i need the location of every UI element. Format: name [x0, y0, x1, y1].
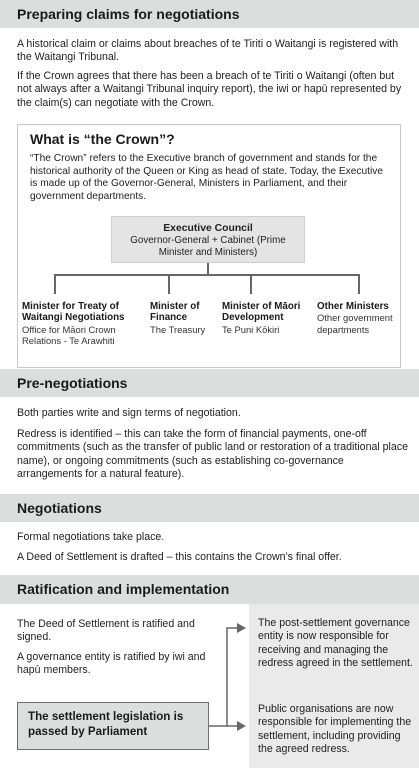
ratification-paragraph-2: A governance entity is ratified by iwi and hapū members.: [17, 651, 206, 677]
crown-box-text: “The Crown” refers to the Executive branch of government and stands for the historical authority of the Queen or King as head of state. Today, the Executive is made up of the Governor-General, Ministers in Parliament, and their government departments.: [30, 153, 383, 202]
minister-title: Minister of Māori Development: [222, 301, 301, 324]
minister-department: Office for Māori Crown Relations - Te Arawhiti: [22, 323, 116, 347]
minister-department: Other government departments: [317, 312, 393, 335]
settlement-legislation-text: The settlement legislation is passed by Parliament: [28, 710, 184, 738]
minister-title: Minister of Finance: [150, 301, 200, 324]
negotiations-paragraph-2: A Deed of Settlement is drafted – this contains the Crown’s final offer.: [17, 551, 342, 563]
section-title-negotiations: Negotiations: [17, 500, 102, 516]
minister-department: Te Puni Kōkiri: [222, 323, 280, 335]
section-header-prenegotiations: [0, 369, 419, 397]
section-title-prenegotiations: Pre-negotiations: [17, 375, 128, 391]
minister-treaty-negotiations: [22, 301, 146, 347]
implementation-text-1: The post-settlement governance entity is now responsible for receiving and managing the redress agreed in the settlement.: [258, 617, 413, 669]
section-title-ratification: Ratification and implementation: [17, 581, 230, 597]
org-connector-branch-3: [250, 274, 252, 294]
section-header-ratification: [0, 575, 419, 604]
org-connector-branch-2: [168, 274, 170, 294]
org-connector-horizontal: [54, 274, 359, 276]
preparing-paragraph-1: A historical claim or claims about breaches of te Tiriti o Waitangi is registered with the Waitangi Tribunal.: [17, 38, 399, 64]
executive-council-subtitle: Governor-General + Cabinet (Prime Minister and Ministers): [130, 235, 286, 258]
crown-info-box: [17, 124, 401, 368]
implementation-text-2: Public organisations are now responsible for implementing the settlement, including providing the agreed redress.: [258, 703, 412, 755]
section-title-preparing: Preparing claims for negotiations: [17, 6, 240, 22]
arrow-right-icon: [237, 623, 246, 633]
prenegotiations-paragraph-2: Redress is identified – this can take the form of financial payments, one-off commitments (such as the transfer of public land or restoration of a traditional place name), or ongoing commitments (such as establishing co-governance arrangements for a natural feature).: [17, 428, 408, 480]
minister-other: [317, 301, 399, 335]
section-header-negotiations: [0, 494, 419, 522]
ratification-paragraph-1: The Deed of Settlement is ratified and signed.: [17, 618, 195, 644]
minister-title: Minister for Treaty of Waitangi Negotiations: [22, 301, 125, 324]
crown-box-title: What is “the Crown”?: [30, 131, 175, 147]
settlement-legislation-box: [17, 702, 209, 750]
org-connector-branch-4: [358, 274, 360, 294]
section-header-preparing: [0, 0, 419, 28]
minister-finance: [150, 301, 212, 335]
executive-council-box: [111, 216, 305, 263]
preparing-paragraph-2: If the Crown agrees that there has been a breach of te Tiriti o Waitangi (often but not always after a Waitangi Tribunal inquiry report), the iwi or hapū represented by the claim(s) can negotiate with the Crown.: [17, 70, 402, 109]
org-connector-branch-1: [54, 274, 56, 294]
prenegotiations-paragraph-1: Both parties write and sign terms of negotiation.: [17, 407, 241, 419]
executive-council-title: Executive Council: [163, 223, 253, 234]
minister-title: Other Ministers: [317, 301, 389, 312]
minister-maori-development: [222, 301, 312, 335]
negotiations-paragraph-1: Formal negotiations take place.: [17, 531, 165, 543]
minister-department: The Treasury: [150, 323, 206, 335]
arrow-right-icon: [237, 721, 246, 731]
